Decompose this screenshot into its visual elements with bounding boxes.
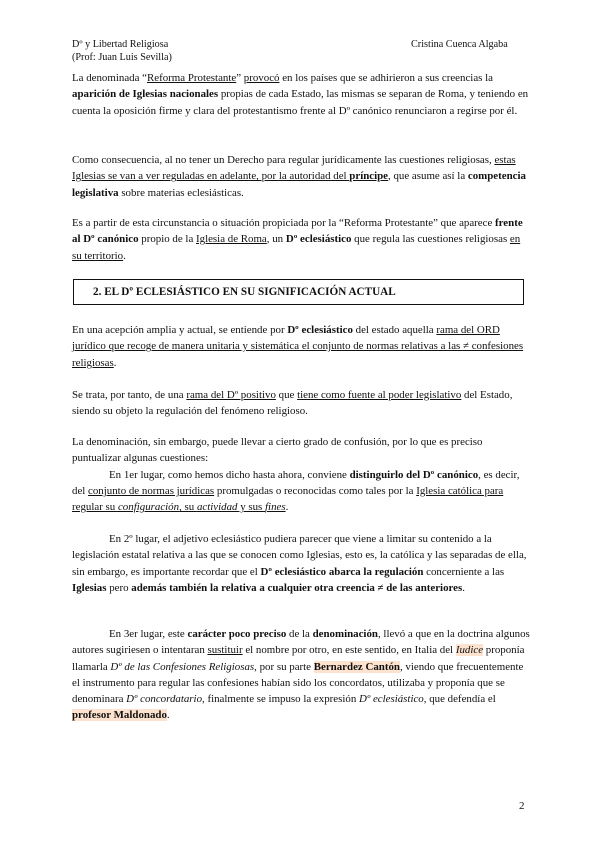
header-course (72, 38, 172, 64)
paragraph-rama-positivo: Se trata, por tanto, de una rama del Dº positivo que tiene como fuente al poder legislativo del Estado, siendo su objeto la regulación del fenómeno religioso. (72, 389, 513, 418)
paragraph-primer-lugar: En 1er lugar, como hemos dicho hasta ahora, conviene distinguirlo del Dº canónico, es decir, del conjunto de normas jurídicas promulgadas o reconocidas como tales por la Iglesia católica para regular su configuración, su actividad y sus fines. (72, 468, 520, 514)
paragraph-acepcion: En una acepción amplia y actual, se entiende por Dº eclesiástico del estado aquella rama del ORD jurídico que recoge de manera unitaria y sistemática el conjunto de normas relativas a las ≠ confesiones religiosas. (72, 324, 524, 369)
paragraph-segundo-lugar: En 2º lugar, el adjetivo eclesiástico pudiera parecer que viene a limitar su contenido a la legislación estatal relativa a las que se conocen como Iglesias, esto es, la católica y las separadas de ella, sin embargo, es importante recordar que el Dº eclesiástico abarca la regulación concerniente a las Iglesias pero además también la relativa a cualquier otra creencia ≠ de las anteriores. (72, 533, 527, 594)
header-course-title: Dº y Libertad Religiosa (72, 39, 169, 50)
header-author: Cristina Cuenca Algaba (411, 39, 508, 50)
section-heading: 2. EL Dº ECLESIÁSTICO EN SU SIGNIFICACIÓN ACTUAL (73, 279, 524, 305)
paragraph-denominacion (72, 434, 530, 515)
paragraph-tercer-lugar: En 3er lugar, este carácter poco preciso de la denominación, llevó a que en la doctrina algunos autores sugiriesen o intentaran sustituir el nombre por otro, en este sentido, en Italia del Iudice proponía llamarla Dº de las Confesiones Religiosas, por su parte Bernardez Cantón, viendo que frecuentemente el instrumento para regular las confesiones habían sido los concordatos, utilizaba y proponía que se denominara Dº concordatario, finalmente se impuso la expresión Dº eclesiástico, que defendía el profesor Maldonado. (72, 628, 530, 722)
header-professor: (Prof: Juan Luis Sevilla) (72, 52, 172, 63)
page-number: 2 (519, 800, 525, 812)
paragraph-reforma: La denominada “Reforma Protestante” provocó en los países que se adhirieron a sus creencias la aparición de Iglesias nacionales propias de cada Estado, las mismas se separan de Roma, y teniendo en cuenta la oposición firme y clara del protestantismo frente al Dº canónico renunciaron a regirse por él. (72, 72, 529, 117)
paragraph-circunstancia: Es a partir de esta circunstancia o situación propiciada por la “Reforma Protestante” que aparece frente al Dº canónico propio de la Iglesia de Roma, un Dº eclesiástico que regula las cuestiones religiosas en su territorio. (72, 217, 523, 262)
paragraph-consecuencia: Como consecuencia, al no tener un Derecho para regular jurídicamente las cuestiones religiosas, estas Iglesias se van a ver reguladas en adelante, por la autoridad del príncipe, que asume así la competencia legislativa sobre materias eclesiásticas. (72, 154, 526, 199)
paragraph-denominacion-intro: La denominación, sin embargo, puede llevar a cierto grado de confusión, por lo que es preciso puntualizar algunas cuestiones: (72, 436, 483, 465)
